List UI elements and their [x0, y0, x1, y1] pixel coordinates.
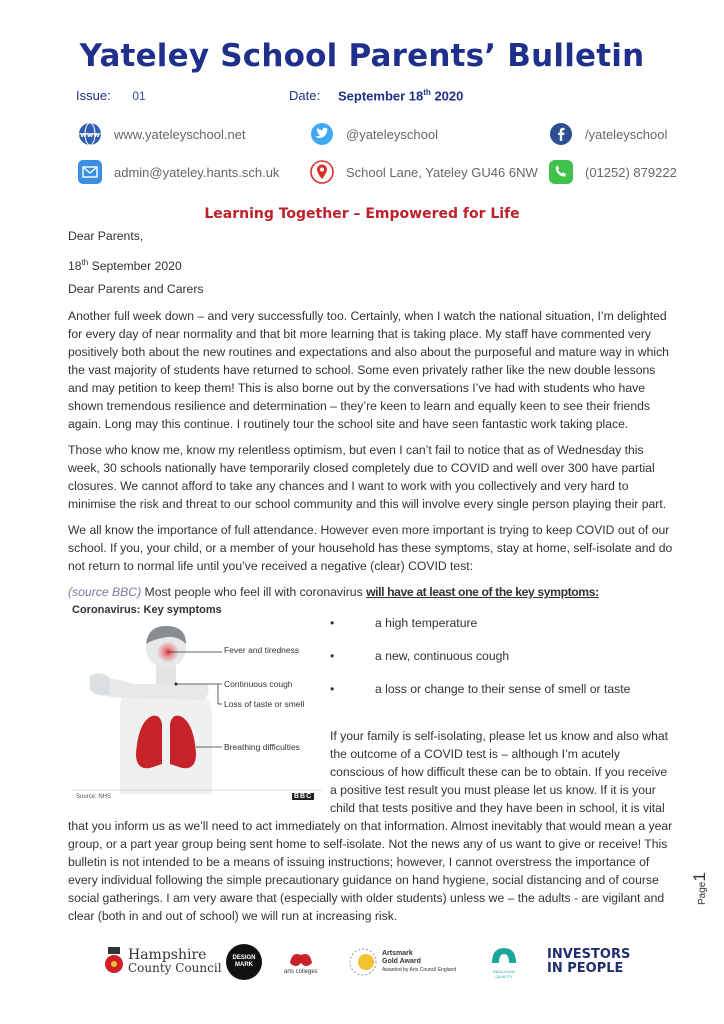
footer-logos	[0, 942, 724, 987]
twitter-icon	[310, 122, 334, 146]
letter-date: 18th September 2020	[68, 258, 182, 274]
hampshire-logo: Hampshire County Council	[104, 942, 222, 982]
twitter-contact[interactable]	[310, 121, 438, 147]
investors-in-people-logo: INVESTORS IN PEOPLE	[547, 947, 631, 976]
figure-source: Source: NHS	[76, 794, 112, 800]
arts-colleges-icon	[288, 949, 314, 969]
website-contact[interactable]	[78, 121, 246, 147]
arts-colleges-logo: arts colleges	[284, 942, 318, 982]
facebook-icon	[549, 122, 573, 146]
artsmark-logo: Artsmark Gold Award Awarded by Arts Council England	[348, 942, 456, 982]
email-icon	[78, 160, 102, 184]
globe-icon	[78, 122, 102, 146]
bullet-icon: •	[330, 616, 335, 630]
headline: Learning Together – Empowered for Life	[204, 206, 520, 222]
issue-value: 01	[132, 89, 146, 103]
label-taste: Loss of taste or smell	[224, 699, 305, 709]
paragraph-4-wrapped: If your family is self-isolating, please let us know and also what the outcome of a COVID test is – although I’m acutely conscious of how difficult these can be to obtain. If you receive a positive test result you must please let us know. If it is your child that tests positive and they have been in school, it is vital	[330, 729, 669, 815]
list-item: • a high temperature	[330, 616, 670, 649]
figure-title: Coronavirus: Key symptoms	[72, 604, 222, 616]
facebook-contact[interactable]	[549, 121, 667, 147]
issue-label: Issue:	[76, 88, 111, 103]
email-text[interactable]: admin@yateley.hants.sch.uk	[114, 164, 280, 180]
email-contact[interactable]	[78, 159, 279, 185]
inclusion-icon	[489, 945, 519, 969]
bulletin-title: Yateley School Parents’ Bulletin	[79, 38, 645, 74]
svg-text:www: www	[80, 131, 100, 139]
label-fever: Fever and tiredness	[224, 645, 300, 655]
design-mark-logo: DESIGN MARK	[226, 942, 262, 982]
paragraph-4-continued: that you inform us as we’ll need to act immediately on that information. Almost inevitably that would mean a year group, or a part year group being sent home to self-isolate. Not the news any of us want to give or receive! This bulletin is not intended to be a means of issuing instructions; however, I cannot overstress the importance of every individual following the simple precautionary guidance on hand hygiene, social distancing and of course social gatherings. I am very aware that (especially with older students) unless we – the adults - are vigilant and clear (both in and out of school) we will run at increasing risk.	[68, 819, 673, 923]
list-item: • a new, continuous cough	[330, 649, 670, 682]
phone-text[interactable]: (01252) 879222	[585, 164, 677, 180]
paragraph-2: Those who know me, know my relentless optimism, but even I can’t fail to notice that as of Wednesday this week, 30 schools nationally have temporarily closed completely due to COVID and well over 300 have partial closures. We cannot afford to take any chances and I want to work with you collectively and very hard to minimise the risk and threat to our school community and this will involve every single person playing their part.	[68, 443, 667, 511]
inclusion-quality-logo: INCLUSION QUALITY	[487, 942, 521, 982]
label-cough: Continuous cough	[224, 679, 293, 689]
bbc-logo: BBC	[294, 793, 313, 800]
phone-icon	[549, 160, 573, 184]
date-value: September 18th 2020	[338, 88, 464, 104]
list-item: • a loss or change to their sense of smell or taste	[330, 682, 670, 715]
symptom-list	[330, 616, 670, 715]
greeting-2: Dear Parents and Carers	[68, 282, 204, 296]
source-line: (source BBC) Most people who feel ill with coronavirus will have at least one of the key symptoms:	[68, 585, 599, 599]
hampshire-rose-icon	[104, 947, 124, 977]
label-breathing: Breathing difficulties	[224, 742, 300, 752]
page-number: Page1	[690, 872, 709, 905]
issue-date-row	[76, 88, 676, 103]
artsmark-icon	[348, 947, 378, 977]
location-pin-icon	[310, 160, 334, 184]
facebook-text[interactable]: /yateleyschool	[585, 126, 668, 142]
greeting-1: Dear Parents,	[68, 229, 144, 243]
paragraph-1: Another full week down – and very successfully too. Certainly, when I watch the national situation, I’m delighted for every day of near normality and that bit more learning that is taking place. My staff have commented very positively both about the new routines and expectations and also about the purposeful and mature way in which the vast majority of students have returned to school. Some even privately rather like the new double lessons and may petition to keep them! This is also borne out by the conversations I’ve had with students who have shown tremendous resilience and determination – they’re keen to learn and equally keen to see their friends again. Long may this continue. I routinely tour the school site and have seen fantastic work taking place.	[68, 309, 669, 431]
twitter-text[interactable]: @yateleyschool	[346, 126, 438, 142]
bullet-icon: •	[330, 682, 335, 696]
address-text: School Lane, Yateley GU46 6NW	[346, 164, 538, 180]
phone-contact[interactable]	[549, 159, 677, 185]
bullet-icon: •	[330, 649, 335, 663]
website-text[interactable]: www.yateleyschool.net	[114, 126, 246, 142]
paragraph-3: We all know the importance of full attendance. However even more important is trying to keep COVID out of our school. If you, your child, or a member of your household has these symptoms, stay at home, self-isolate and do not return to normal life until you’ve received a negative (clear) COVID test:	[68, 523, 673, 573]
address-contact	[310, 159, 538, 185]
date-label: Date:	[289, 88, 321, 103]
symptoms-figure	[72, 604, 322, 804]
